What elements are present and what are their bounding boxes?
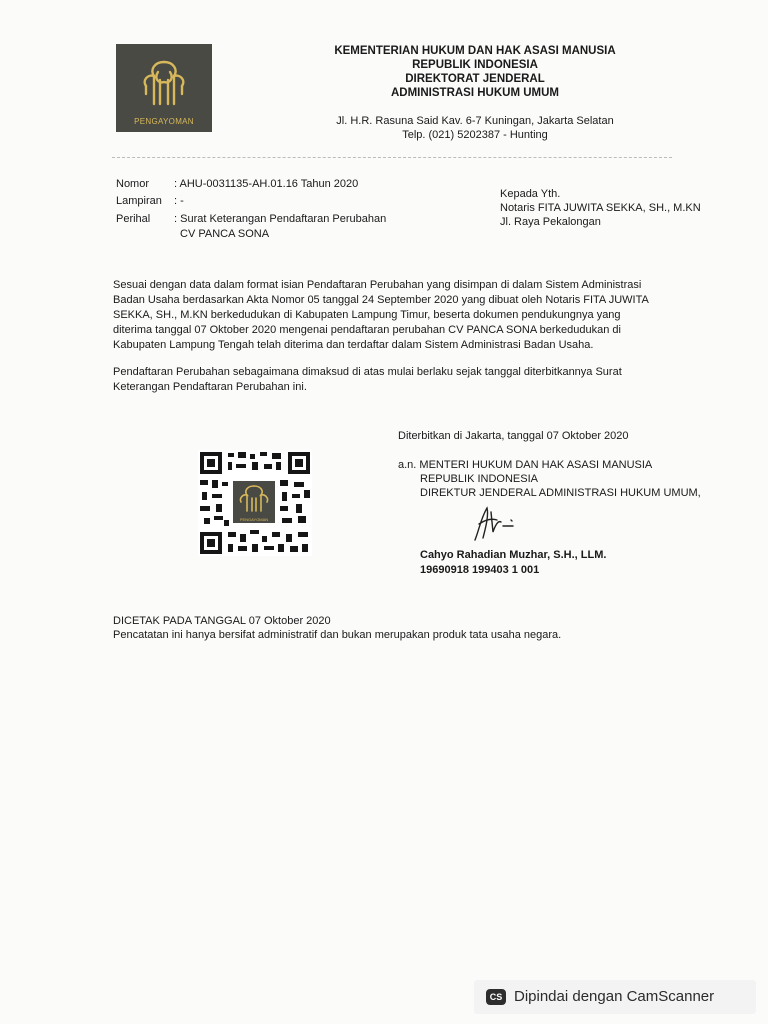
recipient-name: Notaris FITA JUWITA SEKKA, SH., M.KN (500, 202, 701, 214)
para2-line: Pendaftaran Perubahan sebagaimana dimaksud di atas mulai berlaku sejak tanggal diterbitkannya Surat (113, 366, 622, 378)
disclaimer: Pencatatan ini hanya bersifat administratif dan bukan merupakan produk tata usaha negara. (113, 629, 562, 641)
body-paragraph-1 (113, 278, 713, 353)
on-behalf-line-1: a.n. MENTERI HUKUM DAN HAK ASASI MANUSIA (398, 459, 653, 471)
para2-line: Keterangan Pendaftaran Perubahan ini. (113, 381, 307, 393)
para1-line: diterima tanggal 07 Oktober 2020 mengenai pendaftaran perubahan CV PANCA SONA berkedudukan di (113, 324, 621, 336)
on-behalf-line-2: REPUBLIK INDONESIA (420, 473, 538, 485)
printed-date: DICETAK PADA TANGGAL 07 Oktober 2020 (113, 615, 331, 627)
para1-line: Kabupaten Lampung Tengah telah diterima dan terdaftar dalam Sistem Administrasi Badan Usaha. (113, 339, 594, 351)
para1-line: SEKKA, SH., M.KN berkedudukan di Kabupaten Lampung Timur, beserta dokumen pendukungnya yang (113, 309, 621, 321)
nomor-label: Nomor (116, 178, 150, 190)
office-address: Jl. H.R. Rasuna Said Kav. 6-7 Kuningan, Jakarta Selatan (336, 115, 614, 127)
lampiran-label: Lampiran (116, 195, 162, 207)
division-name: ADMINISTRASI HUKUM UMUM (390, 87, 559, 99)
lampiran-value: : - (174, 195, 184, 207)
recipient-block (500, 187, 701, 229)
para1-line: Badan Usaha berdasarkan Akta Nomor 05 tanggal 24 September 2020 yang dibuat oleh Notaris FITA JUWITA (113, 294, 649, 306)
header-divider (112, 157, 672, 158)
country-name: REPUBLIK INDONESIA (412, 59, 538, 71)
recipient-salutation: Kepada Yth. (500, 188, 561, 200)
pengayoman-tree-icon (136, 54, 192, 110)
perihal-value: : Surat Keterangan Pendaftaran Perubahan (174, 213, 387, 225)
on-behalf-line-3: DIREKTUR JENDERAL ADMINISTRASI HUKUM UMUM, (420, 487, 701, 499)
camscanner-logo-icon: CS (486, 989, 506, 1005)
office-phone: Telp. (021) 5202387 - Hunting (402, 129, 548, 141)
nomor-value: : AHU-0031135-AH.01.16 Tahun 2020 (174, 178, 359, 190)
recipient-address: Jl. Raya Pekalongan (500, 216, 601, 228)
logo-caption: PENGAYOMAN (134, 117, 194, 126)
perihal-label: Perihal (116, 213, 151, 225)
para1-line: Sesuai dengan data dalam format isian Pendaftaran Perubahan yang disimpan di dalam Sistem Administrasi (113, 279, 642, 291)
letter-subject (116, 211, 386, 227)
camscanner-text: Dipindai dengan CamScanner (514, 988, 715, 1005)
body-paragraph-2 (113, 365, 713, 395)
camscanner-watermark (474, 980, 756, 1014)
ministry-name: KEMENTERIAN HUKUM DAN HAK ASASI MANUSIA (334, 45, 616, 57)
qr-center-logo (233, 481, 275, 523)
perihal-value-line2: CV PANCA SONA (180, 228, 270, 240)
directorate-name: DIREKTORAT JENDERAL (405, 73, 545, 85)
handwritten-signature (465, 500, 525, 544)
signatory-nip: 19690918 199403 1 001 (420, 564, 540, 576)
letter-number (116, 176, 358, 192)
letter-attachment (116, 193, 184, 209)
pengayoman-tree-icon (233, 481, 275, 515)
issue-place-date: Diterbitkan di Jakarta, tanggal 07 Oktober 2020 (398, 430, 629, 442)
signatory-name: Cahyo Rahadian Muzhar, S.H., LLM. (420, 549, 607, 561)
ministry-logo (116, 44, 212, 132)
qr-code-icon (198, 450, 312, 556)
qr-center-caption: PENGAYOMAN (239, 517, 269, 522)
